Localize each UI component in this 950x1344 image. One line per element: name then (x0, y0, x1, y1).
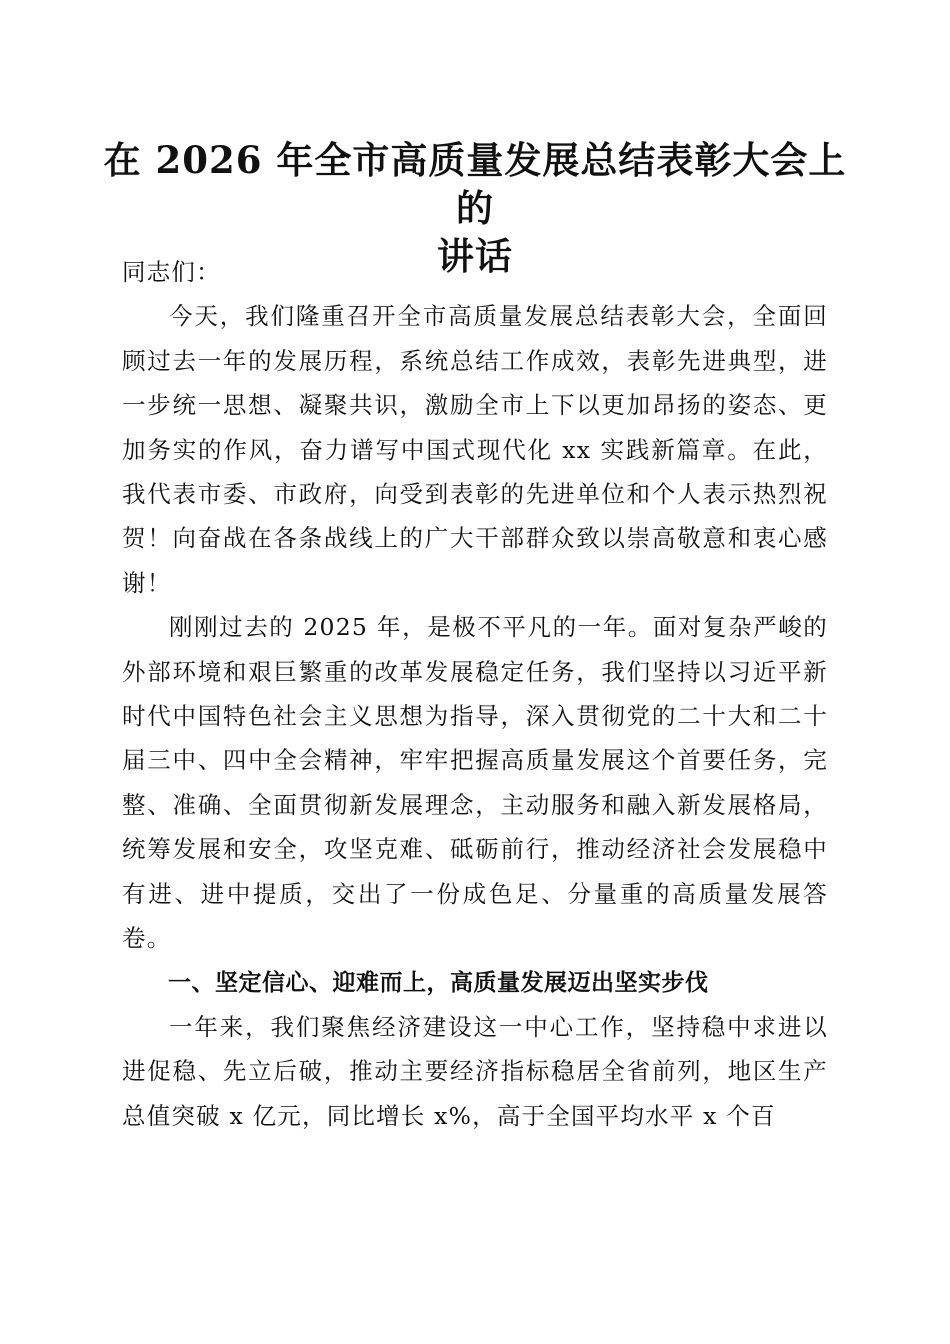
paragraph-2: 刚刚过去的 2025 年，是极不平凡的一年。面对复杂严峻的外部环境和艰巨繁重的改革发展稳定任务，我们坚持以习近平新时代中国特色社会主义思想为指导，深入贯彻党的二十大和二十届三中、四中全会精神，牢牢把握高质量发展这个首要任务，完整、准确、全面贯彻新发展理念，主动服务和融入新发展格局，统筹发展和安全，攻坚克难、砥砺前行，推动经济社会发展稳中有进、进中提质，交出了一份成色足、分量重的高质量发展答卷。 (122, 613, 828, 953)
section-paragraph: 一年来，我们聚焦经济建设这一中心工作，坚持稳中求进以进促稳、先立后破，推动主要经济指标稳居全省前列，地区生产总值突破 x 亿元，同比增长 x%，高于全国平均水平 x 个百 (122, 1012, 828, 1130)
paragraph-1: 今天，我们隆重召开全市高质量发展总结表彰大会，全面回顾过去一年的发展历程，系统总结工作成效，表彰先进典型，进一步统一思想、凝聚共识，激励全市上下以更加昂扬的姿态、更加务实的作风，奋力谱写中国式现代化 xx 实践新篇章。在此，我代表市委、市政府，向受到表彰的先进单位和个人表示热烈祝贺！向奋战在各条战线上的广大干部群众致以崇高敬意和衷心感谢！ (122, 302, 828, 597)
salutation: 同志们： (122, 258, 221, 286)
title-line-1: 在 2026 年全市高质量发展总结表彰大会上的 (103, 138, 847, 230)
section-heading: 一、坚定信心、迎难而上，高质量发展迈出坚实步伐 (168, 969, 709, 996)
document-body (122, 250, 828, 1138)
title-line-2: 讲话 (437, 234, 513, 278)
